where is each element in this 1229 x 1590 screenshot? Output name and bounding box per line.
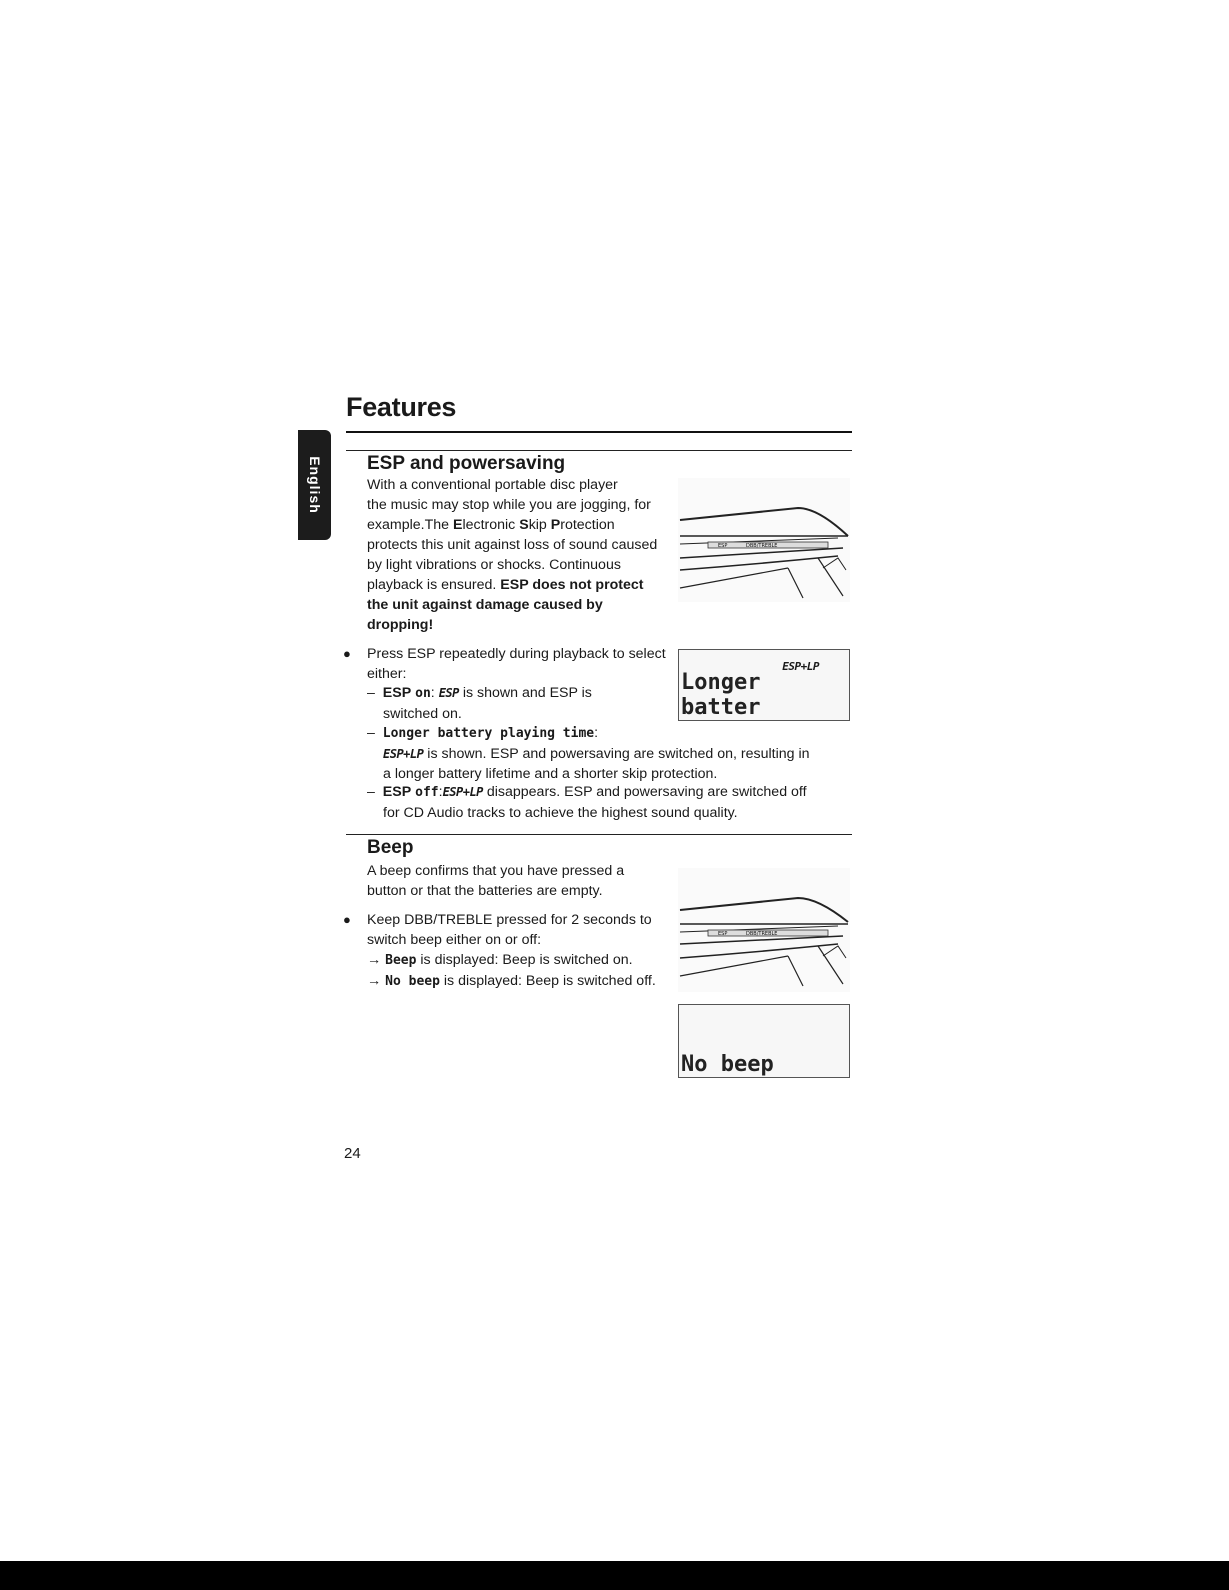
arrow-icon: → — [367, 973, 382, 989]
bottom-border — [0, 1561, 1229, 1590]
esp-intro-line: the music may stop while you are jogging, for — [367, 497, 651, 513]
esp-intro — [367, 475, 667, 635]
section-rule-esp — [346, 450, 852, 451]
lcd-display-longer-battery — [678, 649, 850, 721]
esp-intro-line: protects this unit against loss of sound caused — [367, 537, 658, 553]
esp-intro-line: playback is ensured. ESP does not protect — [367, 577, 644, 593]
page-number: 24 — [344, 1145, 361, 1162]
lcd-esp-lp-icon: ESP+LP — [782, 660, 819, 673]
panel-dbb-label: DBB/TREBLE — [746, 543, 778, 549]
lcd-text: Longer batter — [681, 670, 761, 720]
panel-esp-label: ESP — [718, 931, 728, 937]
esp-option-longer-battery: – Longer battery playing time: ESP+LP is shown. ESP and powersaving are switched on, resulting in a longer battery lifetime and a shorter skip protection. — [367, 725, 810, 782]
esp-option-off: – ESP off:ESP+LP disappears. ESP and powersaving are switched off for CD Audio tracks to achieve the highest sound quality. — [367, 784, 807, 821]
player-panel-illustration — [678, 868, 850, 992]
beep-result-off: → No beep is displayed: Beep is switched off. — [367, 973, 656, 989]
page-title: Features — [346, 392, 457, 422]
esp-option-on: – ESP on: ESP is shown and ESP is switched on. — [367, 685, 592, 722]
press-line: Press ESP repeatedly during playback to select — [367, 646, 666, 662]
lcd-display-no-beep — [678, 1004, 850, 1078]
language-tab-label: English — [306, 456, 323, 514]
esp-heading: ESP and powersaving — [367, 453, 566, 474]
beep-intro-line: A beep confirms that you have pressed a — [367, 863, 625, 879]
beep-instruction — [367, 910, 667, 992]
esp-intro-line: by light vibrations or shocks. Continuous — [367, 557, 621, 573]
esp-press-instruction — [367, 644, 667, 684]
esp-intro-line-esp-expansion: example.The Electronic Skip Protection — [367, 517, 615, 533]
keep-line: Keep DBB/TREBLE pressed for 2 seconds to — [367, 912, 652, 928]
keep-line: switch beep either on or off: — [367, 932, 542, 948]
arrow-icon: → — [367, 952, 382, 968]
player-panel-illustration — [678, 478, 850, 602]
beep-intro-line: button or that the batteries are empty. — [367, 883, 603, 899]
bullet-icon: ● — [343, 912, 351, 927]
esp-warning-line: the unit against damage caused by — [367, 597, 603, 613]
bullet-icon: ● — [343, 646, 351, 661]
section-rule-beep — [346, 834, 852, 835]
beep-heading: Beep — [367, 837, 414, 858]
esp-warning-line: dropping! — [367, 617, 434, 633]
esp-intro-line: With a conventional portable disc player — [367, 477, 618, 493]
title-rule — [346, 431, 852, 433]
press-line: either: — [367, 666, 407, 682]
beep-intro — [367, 861, 667, 901]
esp-logo-icon: ESP — [438, 686, 459, 700]
lcd-text: No beep — [681, 1052, 774, 1077]
language-tab — [298, 430, 331, 540]
panel-esp-label: ESP — [718, 543, 728, 549]
esp-lp-logo-icon: ESP+LP — [383, 747, 424, 761]
esp-lp-logo-icon: ESP+LP — [442, 785, 483, 799]
panel-dbb-label: DBB/TREBLE — [746, 931, 778, 937]
beep-result-on: → Beep is displayed: Beep is switched on. — [367, 952, 633, 968]
